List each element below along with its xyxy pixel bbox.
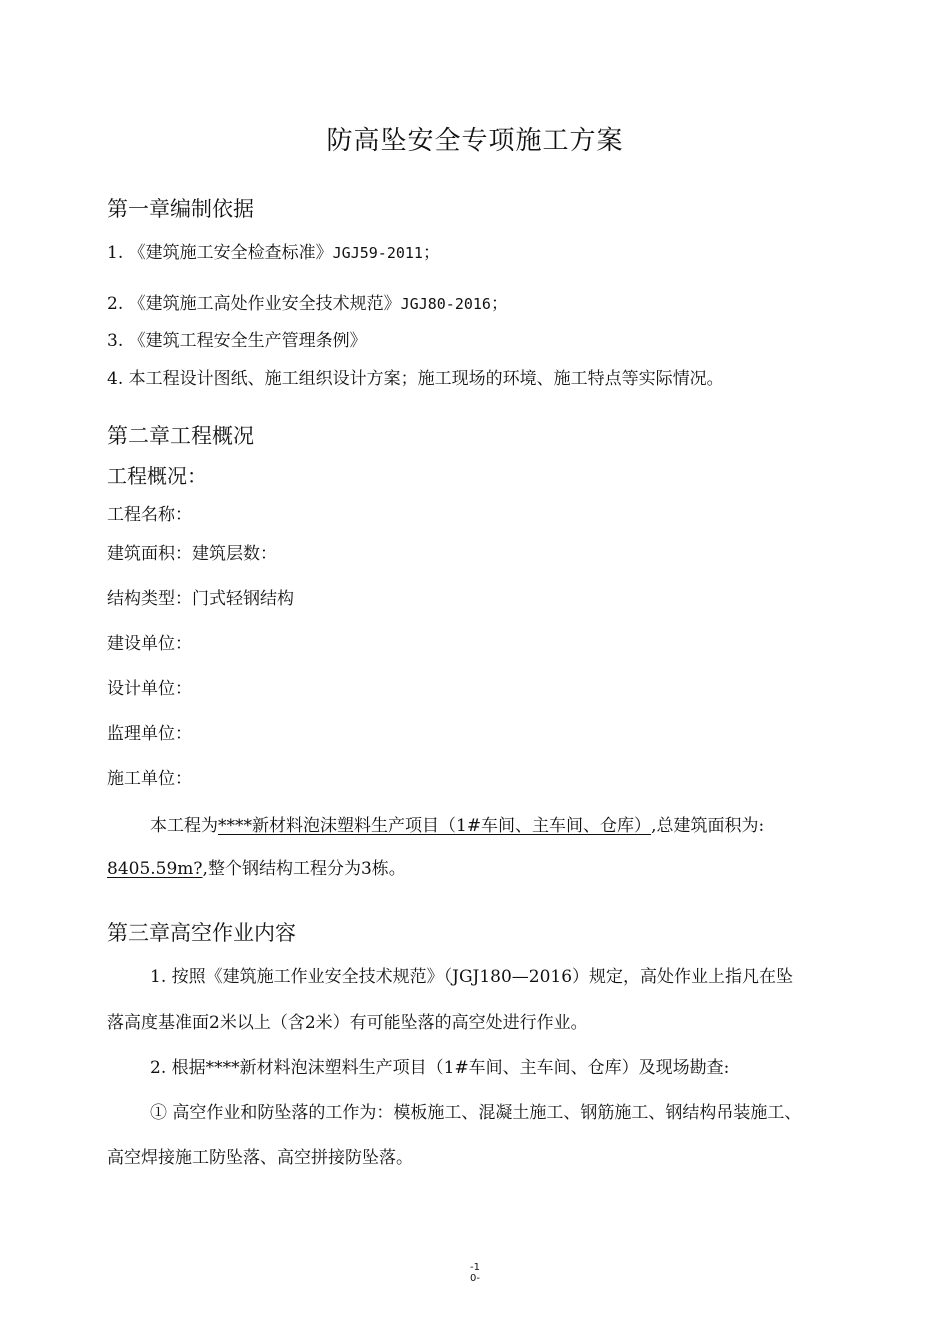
project-summary-line-2 [107, 858, 406, 880]
reference-number: 1. [107, 243, 124, 263]
reference-code: JGJ80-2016 [400, 295, 491, 313]
chapter-2-heading: 第二章工程概况 [107, 424, 254, 448]
content-para-3-line-1: ① 高空作业和防坠落的工作为：模板施工、混凝土施工、钢筋施工、钢结构吊装施工、 [150, 1103, 802, 1123]
summary-prefix: 本工程为 [150, 816, 218, 836]
reference-number: 3. [107, 331, 124, 351]
reference-item-3 [107, 330, 367, 352]
reference-number: 4. [107, 369, 124, 389]
reference-item-2 [107, 293, 508, 315]
field-contractor: 施工单位： [107, 769, 192, 789]
content-para-2: 2. 根据****新材料泡沫塑料生产项目（1#车间、主车间、仓库）及现场勘查: [150, 1058, 730, 1078]
reference-end: ； [422, 243, 440, 263]
page-number-line-2: 0- [470, 1273, 480, 1284]
field-owner: 建设单位： [107, 634, 192, 654]
chapter-3-heading: 第三章高空作业内容 [107, 921, 296, 945]
reference-title: 本工程设计图纸、施工组织设计方案；施工现场的环境、施工特点等实际情况。 [128, 369, 724, 389]
overview-subheading: 工程概况： [107, 464, 207, 488]
document-title: 防高坠安全专项施工方案 [326, 126, 624, 156]
chapter-1-heading: 第一章编制依据 [107, 197, 254, 221]
page-number-line-1: -1 [470, 1262, 480, 1273]
reference-number: 2. [107, 294, 124, 314]
reference-code: JGJ59-2011 [332, 244, 423, 262]
project-name-underlined: ****新材料泡沫塑料生产项目（1#车间、主车间、仓库） [218, 816, 652, 836]
content-para-1-line-1: 1. 按照《建筑施工作业安全技术规范》（JGJ180—2016）规定，高处作业上指凡在坠 [150, 967, 794, 987]
reference-end: ； [490, 294, 508, 314]
reference-title: 《建筑工程安全生产管理条例》 [128, 331, 367, 351]
field-designer: 设计单位： [107, 679, 192, 699]
field-area-floors: 建筑面积：建筑层数： [107, 544, 277, 564]
field-project-name: 工程名称： [107, 505, 192, 525]
reference-item-4 [107, 368, 724, 390]
reference-item-1 [107, 242, 440, 264]
summary-mid: ,总建筑面积为: [651, 816, 765, 836]
summary-tail: ,整个钢结构工程分为3栋。 [202, 859, 406, 879]
content-para-1-line-2: 落高度基准面2米以上（含2米）有可能坠落的高空处进行作业。 [107, 1013, 588, 1033]
total-area-underlined: 8405.59m? [107, 859, 203, 879]
field-structure-type: 结构类型：门式轻钢结构 [107, 589, 294, 609]
field-supervisor: 监理单位： [107, 724, 192, 744]
content-para-3-line-2: 高空焊接施工防坠落、高空拼接防坠落。 [107, 1148, 413, 1168]
project-summary-line-1 [150, 815, 764, 837]
reference-title: 《建筑施工安全检查标准》 [128, 243, 333, 263]
reference-title: 《建筑施工高处作业安全技术规范》 [128, 294, 401, 314]
